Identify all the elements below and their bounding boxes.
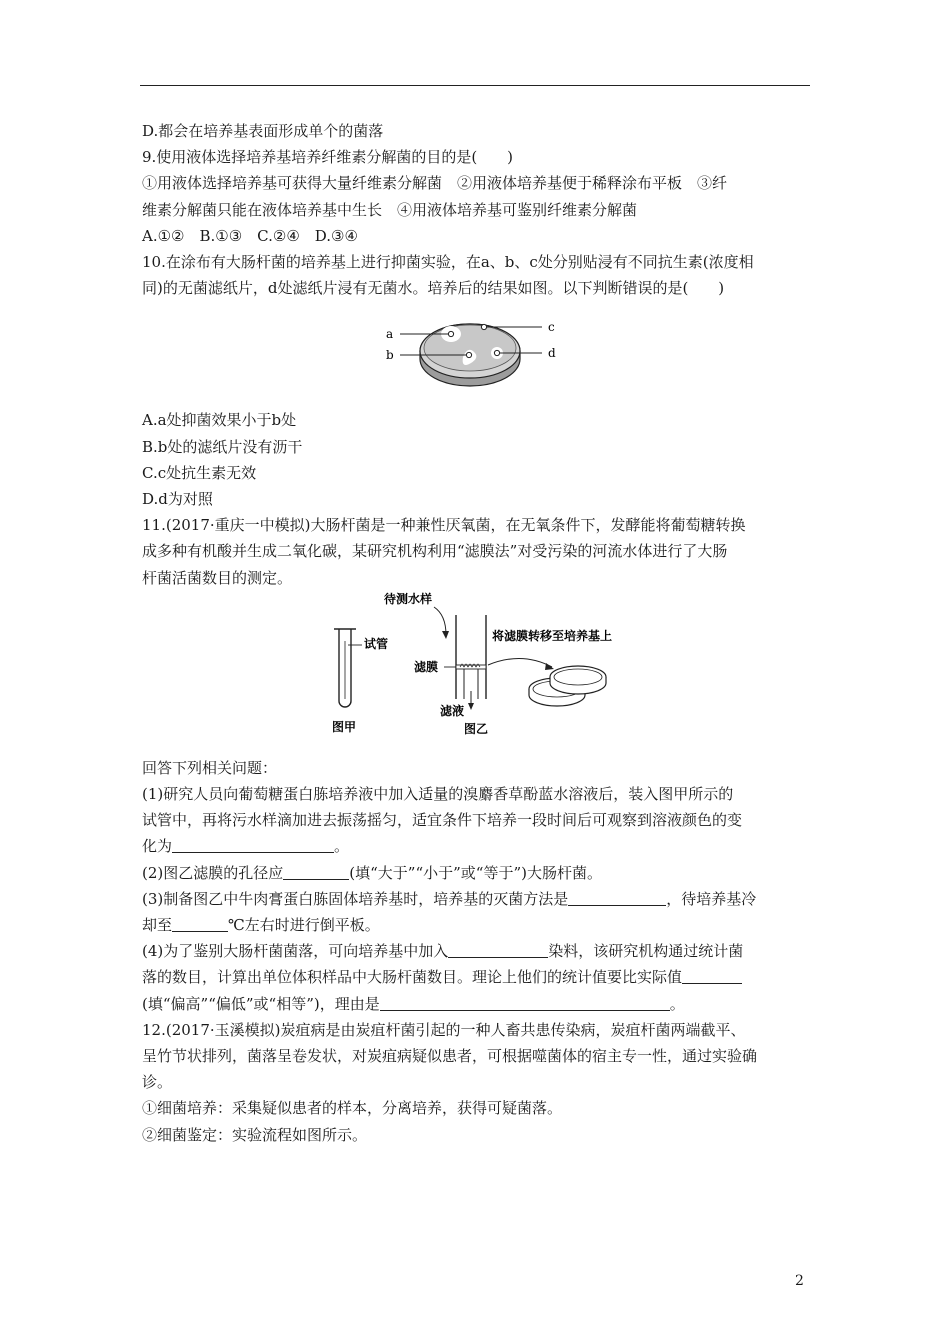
q11-part4-text4: (填“偏高”“偏低”或“相等”)，理由是	[142, 994, 380, 1013]
q12-step2: ②细菌鉴定：实验流程如图所示。	[142, 1125, 368, 1144]
q12-stem-line3: 诊。	[142, 1073, 173, 1092]
answer-blank-1[interactable]	[172, 835, 334, 853]
q10-option-a: A.a处抑菌效果小于b处	[142, 411, 297, 430]
q11-part2-end: (填“大于”“小于”或“等于”)大肠杆菌。	[349, 863, 602, 882]
q10-stem-line1: 10.在涂布有大肠杆菌的培养基上进行抑菌实验，在a、b、c处分别贴浸有不同抗生素(浓度相	[142, 253, 754, 272]
q11-part1-text: 化为	[142, 837, 173, 856]
q11-part4-line2	[142, 964, 810, 990]
label-d: d	[548, 346, 556, 361]
q11-stem-line3: 杆菌活菌数目的测定。	[142, 568, 293, 587]
filtration-diagram	[142, 591, 810, 751]
petri-dish-diagram	[142, 301, 810, 401]
page-number: 2	[795, 1273, 804, 1289]
q10-option-c: C.c处抗生素无效	[142, 463, 257, 482]
header-rule	[140, 85, 810, 86]
answer-blank-4[interactable]	[172, 914, 228, 932]
q8-option-d: D.都会在培养基表面形成单个的菌落	[142, 122, 384, 140]
filtrate-label: 滤液	[440, 703, 465, 718]
figure-a-label: 图甲	[332, 719, 357, 734]
q11-part3-end2: ℃左右时进行倒平板。	[228, 916, 380, 935]
q10-option-b: B.b处的滤纸片没有沥干	[142, 437, 303, 456]
label-a: a	[386, 327, 394, 342]
q11-part4-text3: 落的数目，计算出单位体积样品中大肠杆菌数目。理论上他们的统计值要比实际值	[142, 968, 683, 987]
q11-part4-line1	[142, 938, 810, 964]
answer-blank-5[interactable]	[448, 940, 548, 958]
q11-stem-line2: 成多种有机酸并生成二氧化碳，某研究机构利用“滤膜法”对受污染的河流水体进行了大肠	[142, 542, 728, 561]
q11-figure	[142, 591, 810, 751]
answer-blank-7[interactable]	[380, 993, 670, 1011]
answer-blank-2[interactable]	[283, 862, 349, 880]
q11-part2-text: (2)图乙滤膜的孔径应	[142, 863, 284, 882]
q11-part3-text: (3)制备图乙中牛肉膏蛋白胨固体培养基时，培养基的灭菌方法是	[142, 889, 569, 908]
q10-figure	[142, 301, 810, 401]
q11-part1-end: 。	[334, 837, 350, 856]
q12-stem-line2: 呈竹节状排列，菌落呈卷发状，对炭疽病疑似患者，可根据噬菌体的宿主专一性，通过实验确	[142, 1047, 758, 1066]
label-b: b	[386, 348, 394, 363]
transfer-label: 将滤膜转移至培养基上	[492, 628, 613, 643]
q11-part4-end: 。	[669, 994, 685, 1013]
membrane-label: 滤膜	[414, 659, 439, 674]
q9-options-line1: ①用液体选择培养基可获得大量纤维素分解菌 ②用液体培养基便于稀释涂布平板 ③纤	[142, 174, 728, 193]
q11-part3-end: ，待培养基冷	[666, 889, 757, 908]
q11-part3-line2	[142, 912, 810, 938]
sample-label: 待测水样	[384, 591, 433, 606]
q12-step1: ①细菌培养：采集疑似患者的样本，分离培养，获得可疑菌落。	[142, 1099, 563, 1118]
q11-answer-intro: 回答下列相关问题：	[142, 758, 278, 777]
q11-part1-line1: (1)研究人员向葡萄糖蛋白胨培养液中加入适量的溴麝香草酚蓝水溶液后，装入图甲所示的	[142, 785, 734, 804]
q11-part4-line3	[142, 991, 810, 1017]
tube-label: 试管	[364, 636, 389, 651]
q11-part3-text2: 却至	[142, 916, 173, 935]
q12-stem-line1: 12.(2017·玉溪模拟)炭疽病是由炭疽杆菌引起的一种人畜共患传染病，炭疽杆菌两端截平、	[142, 1020, 746, 1039]
q11-stem-line1: 11.(2017·重庆一中模拟)大肠杆菌是一种兼性厌氧菌，在无氧条件下，发酵能将葡萄糖转换	[142, 516, 746, 535]
q9-answers: A.①② B.①③ C.②④ D.③④	[142, 226, 358, 245]
q11-part1-line2: 试管中，再将污水样滴加进去振荡摇匀，适宜条件下培养一段时间后可观察到溶液颜色的变	[142, 811, 743, 830]
q11-part4-text2: 染料，该研究机构通过统计菌	[548, 942, 744, 961]
q9-stem: 9.使用液体选择培养基培养纤维素分解菌的目的是( )	[142, 148, 514, 167]
answer-blank-6[interactable]	[682, 966, 742, 984]
page-content	[142, 118, 810, 1148]
label-c: c	[548, 320, 555, 335]
q9-options-line2: 维素分解菌只能在液体培养基中生长 ④用液体培养基可鉴别纤维素分解菌	[142, 200, 638, 219]
q11-part3-line1	[142, 886, 810, 912]
q10-option-d: D.d为对照	[142, 490, 213, 509]
q11-part1-line3	[142, 833, 810, 859]
q10-stem-line2: 同)的无菌滤纸片，d处滤纸片浸有无菌水。培养后的结果如图。以下判断错误的是( )	[142, 279, 725, 298]
q11-part2	[142, 860, 810, 886]
q11-part4-text: (4)为了鉴别大肠杆菌菌落，可向培养基中加入	[142, 942, 449, 961]
figure-b-label: 图乙	[464, 721, 489, 736]
answer-blank-3[interactable]	[568, 888, 666, 906]
